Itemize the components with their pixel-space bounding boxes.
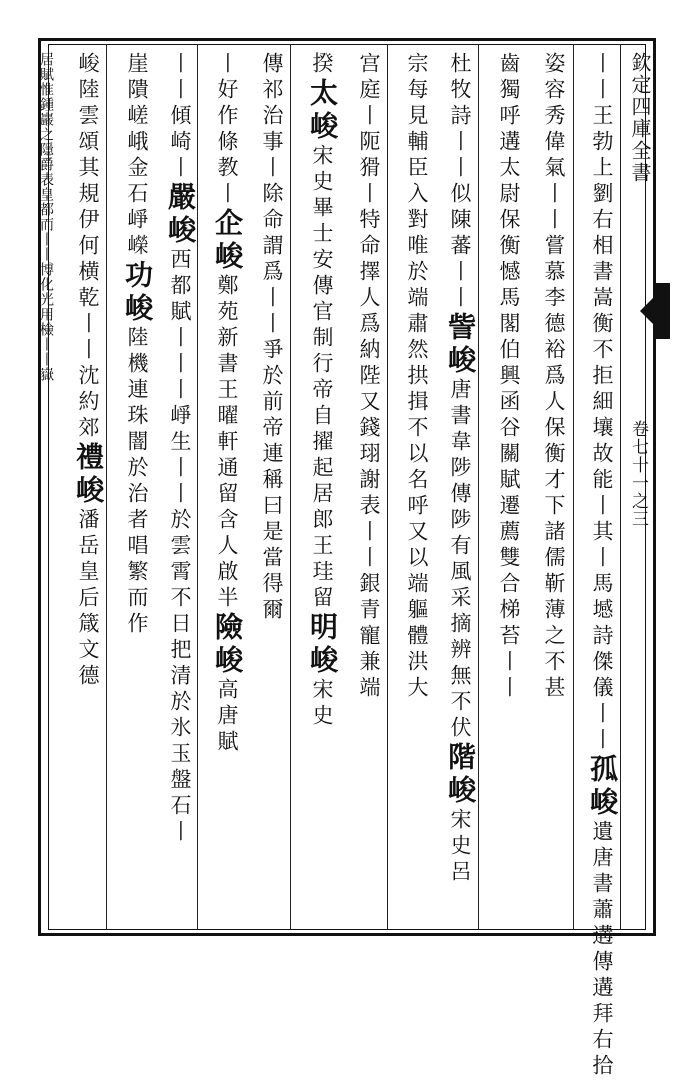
text-column [580,52,619,1080]
text-column [347,52,383,922]
column-divider [387,44,388,930]
column-divider [290,44,291,930]
text-column [66,52,105,922]
text-column [205,52,244,922]
text-column [487,52,523,922]
column-text: 峻陸雲頌其規伊何横乾丨丨沈約郊禮峻潘岳皇后箴文德 [72,52,105,690]
column-text: 齒獨呼遘太尉保衡憾馬閣伯興函谷關賦遷薦雙合梯苔丨丨 [497,52,521,702]
headword: 階峻 [444,742,477,808]
fish-tail-bar [656,283,670,339]
text-column [532,52,568,922]
column-divider [620,44,621,930]
text-column [158,52,197,922]
column-text: 揆太峻宋史畢士安傳官制行帝自擢起居郎王珪留明峻宋史 [306,52,339,730]
fish-tail-mark [640,295,656,327]
headword: 險峻 [211,612,244,678]
column-text: 宗每見輔臣入對唯於端肅然拱揖不以名呼又以端軀體洪大 [405,52,429,702]
text-column [115,52,154,922]
headword: 太峻 [306,78,339,144]
text-column [250,52,286,922]
column-text: 丨丨傾崎丨嚴峻西都賦丨丨丨崢生丨丨於雲霄不日把清於氷玉盤石丨 [164,52,197,846]
column-divider [478,44,479,930]
text-column [38,52,66,922]
column-text: 居賦惟鍾巖之隱爵表皇都而丨丨博化光用檢丨丨嶽 [38,52,54,382]
headword: 功峻 [121,260,154,326]
column-text: 杜牧詩丨丨似陳蕃丨丨訾峻唐書韋陟傳陟有風采摘辨無不伏階峻宋史呂 [444,52,477,886]
column-divider [106,44,107,930]
column-divider [197,44,198,930]
book-title: 欽定四庫全書 [628,52,652,184]
column-text: 丨好作條教丨企峻鄭苑新書王曜軒通留含人啟半險峻高唐賦 [211,52,244,756]
headword: 孤峻 [586,754,619,820]
column-divider [573,44,574,930]
headword: 訾峻 [444,312,477,378]
column-text: 丨丨王勃上劉右相書嵩衡不拒細壤故能丨其丨馬㙳詩傑儀丨丨孤峻遺唐書蕭遘傳遘拜右拾 [586,52,619,1080]
column-text: 傳祁治事丨除命謂爲丨丨爭於前帝連稱曰是當得爾 [260,52,284,624]
volume-label: 卷七十一之三 [628,420,648,528]
headword: 嚴峻 [164,182,197,248]
column-text: 宫庭丨阨猾丨特命擇人爲納陛又錢珝謝表丨丨銀青寵兼端 [357,52,381,702]
headword: 明峻 [306,612,339,678]
column-text: 崖隤嵯峨金石崢嶸功峻陸機連珠闇於治者唱繁而作 [121,52,154,638]
headword: 禮峻 [72,442,105,508]
headword: 企峻 [211,208,244,274]
text-column [395,52,431,922]
text-column [300,52,339,922]
text-column [438,52,477,922]
column-text: 姿容秀偉氣丨丨嘗慕李德裕爲人保衡才下諸儒靳薄之不甚 [542,52,566,702]
